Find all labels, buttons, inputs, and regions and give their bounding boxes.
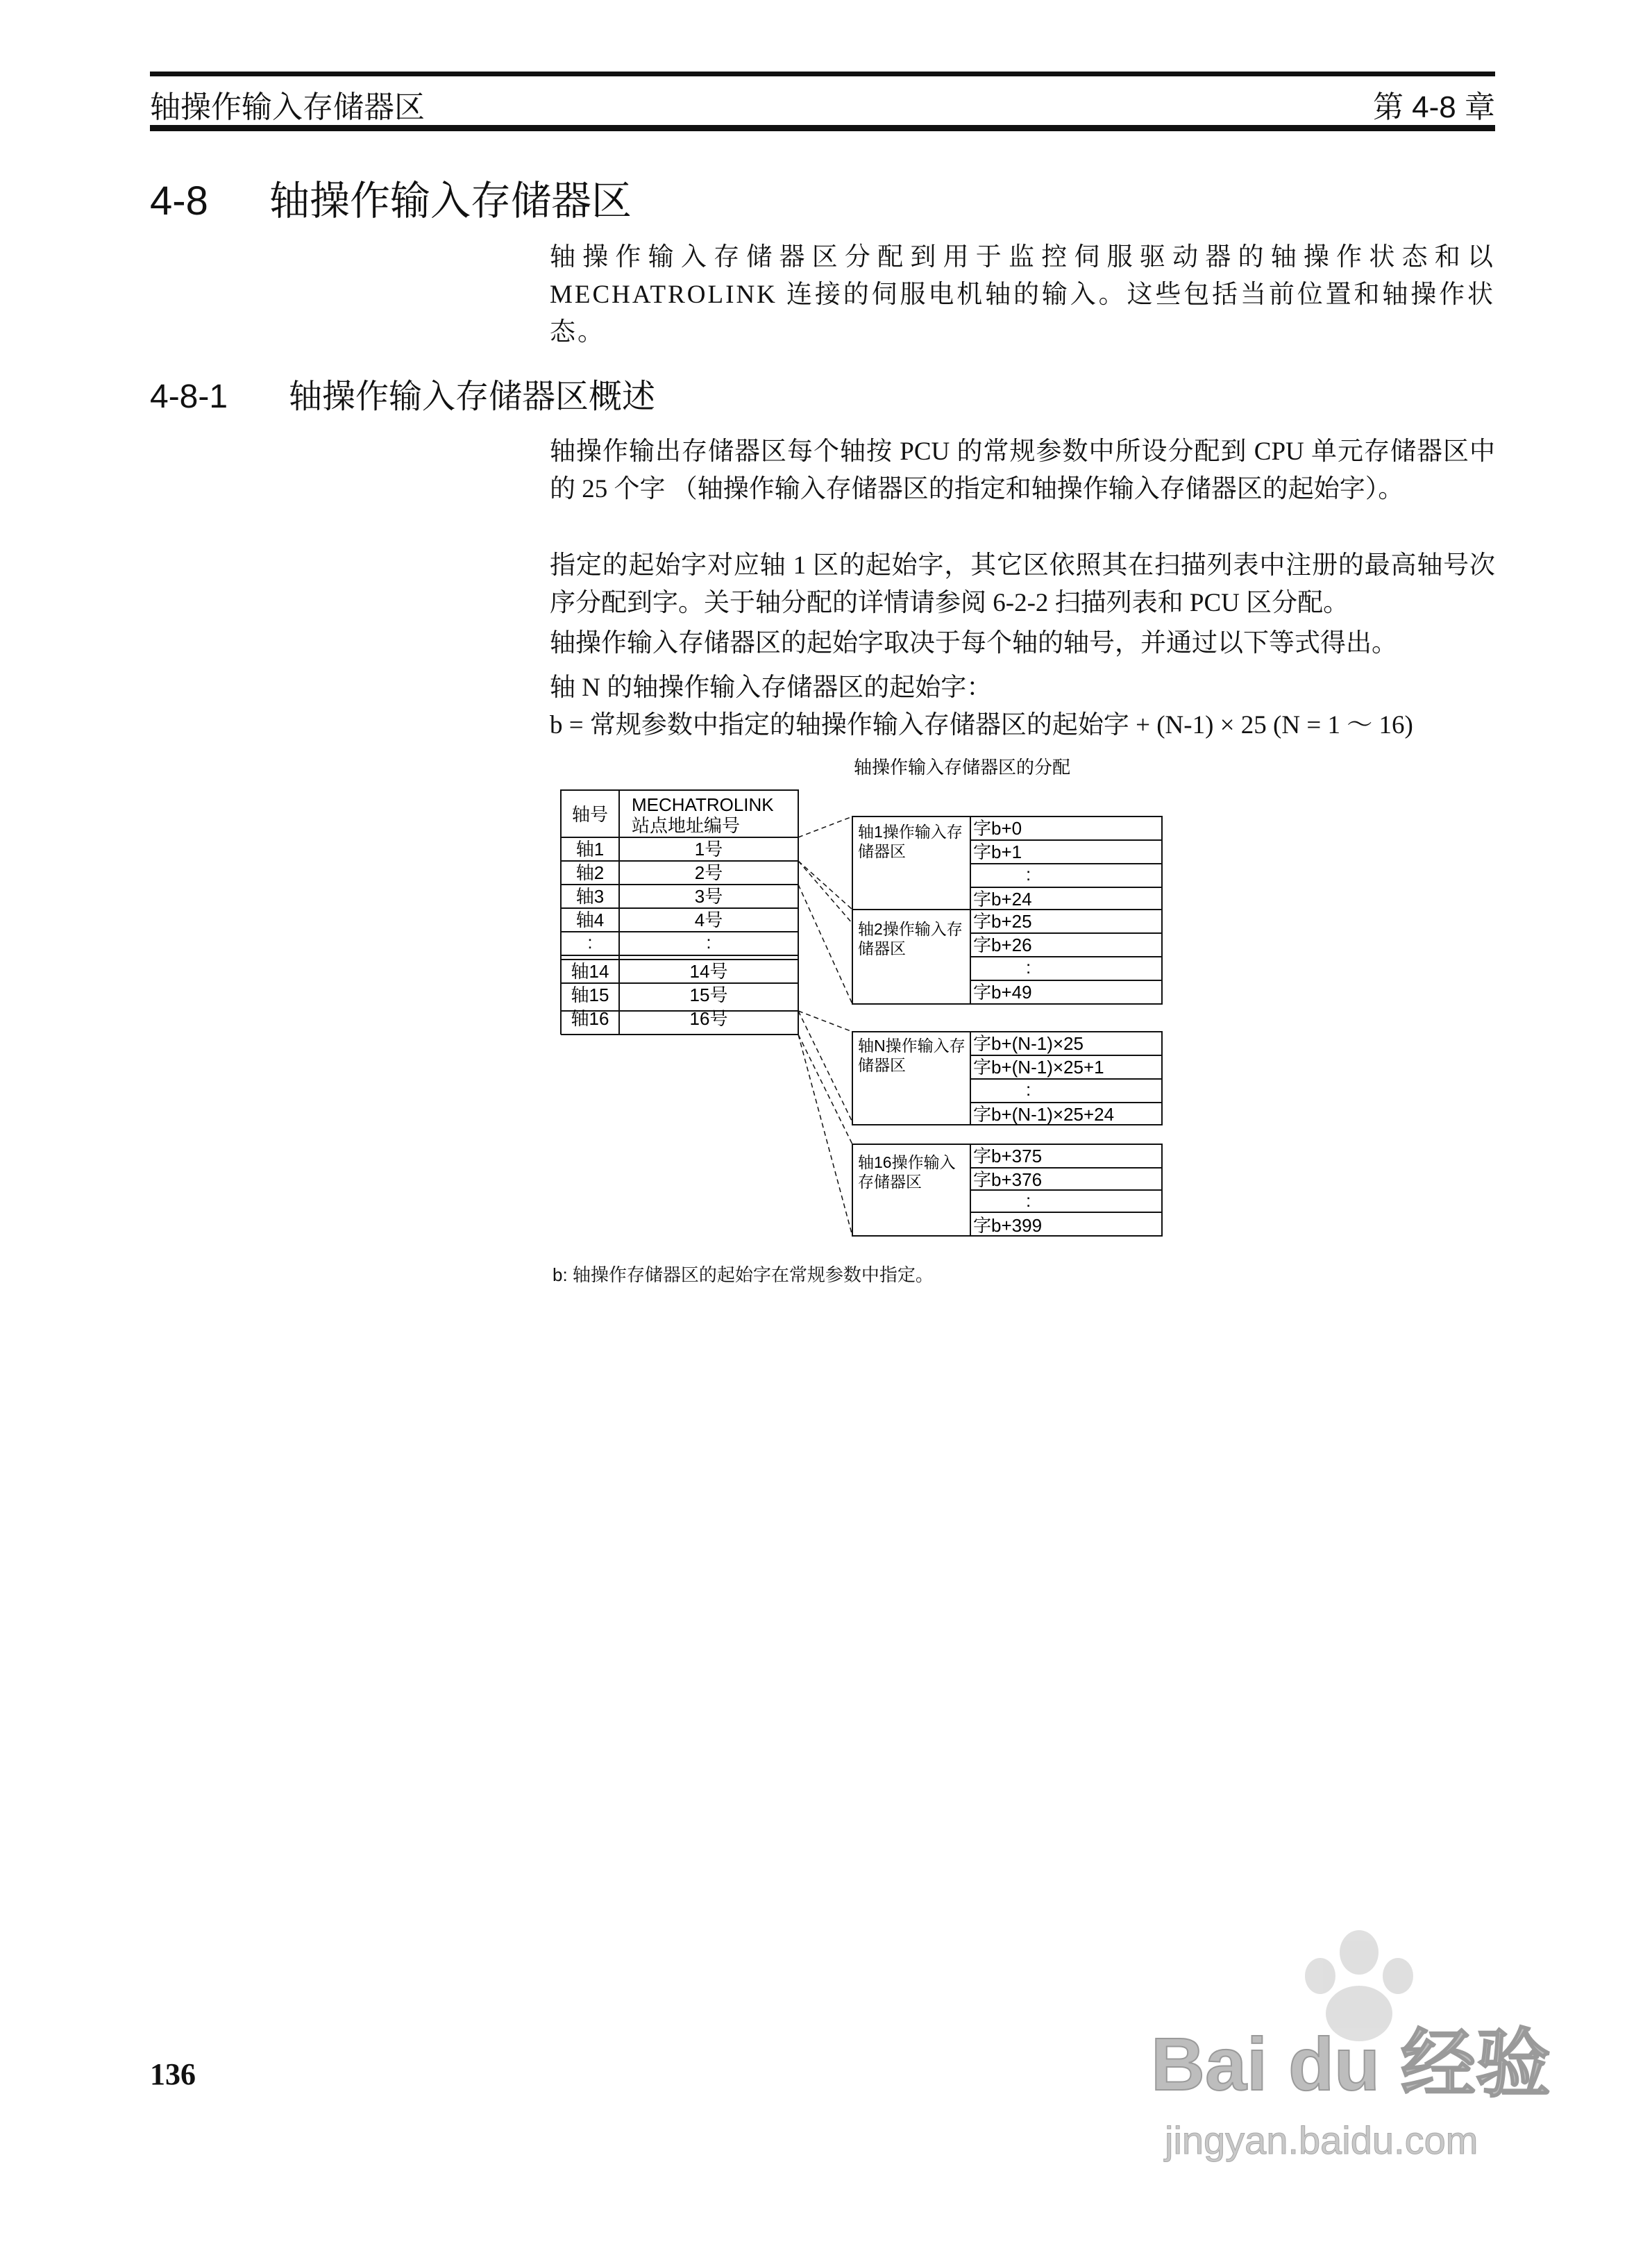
table-cell-station: 15号	[689, 985, 728, 1005]
block-label: 储器区	[858, 939, 906, 957]
section-title: 轴操作输入存储器区	[269, 178, 632, 224]
word-cell: 字b+376	[973, 1169, 1043, 1190]
table-cell-station: 3号	[694, 886, 723, 907]
table-cell-station: 1号	[694, 839, 723, 860]
block-label: 储器区	[858, 1056, 906, 1074]
running-header-chapter: 第 4-8 章	[1372, 90, 1495, 124]
page-number: 136	[150, 2057, 196, 2091]
word-cell: 字b+(N-1)×25+24	[973, 1104, 1115, 1125]
block-label: 轴16操作输入	[858, 1153, 956, 1171]
table-cell-axis: 轴2	[575, 862, 605, 883]
memory-block-axisN	[852, 1032, 1162, 1125]
table-header-station: 站点地址编号	[632, 815, 741, 836]
figure-title: 轴操作输入存储器区的分配	[853, 757, 1071, 778]
table-cell-station: 16号	[689, 1008, 728, 1029]
table-cell-station: 14号	[689, 961, 728, 982]
table-cell-axis: 轴16	[571, 1008, 609, 1029]
word-cell: 字b+25	[973, 911, 1032, 932]
paragraph-allocation: 轴操作输出存储器区每个轴按 PCU 的常规参数中所设分配到 CPU 单元存储器区中的 25 个字 （轴操作输入存储器区的指定和轴操作输入存储器区的起始字）。	[550, 437, 1495, 503]
word-cell: :	[1026, 1190, 1031, 1211]
table-cell-station: :	[706, 932, 711, 953]
table-cell-axis: 轴4	[575, 910, 605, 930]
table-rows	[571, 839, 728, 1029]
subsection-title: 轴操作输入存储器区概述	[289, 378, 656, 415]
running-header-title: 轴操作输入存储器区	[150, 90, 425, 124]
table-cell-axis: 轴3	[575, 886, 605, 907]
word-cell: 字b+24	[973, 889, 1032, 910]
word-cell: 字b+399	[973, 1215, 1043, 1236]
table-header-mechatrolink: MECHATROLINK	[632, 794, 774, 815]
word-cell: 字b+49	[973, 982, 1032, 1003]
word-cell: 字b+26	[973, 935, 1032, 955]
header-bottom-rule	[150, 125, 1495, 131]
word-cell: 字b+375	[973, 1146, 1043, 1166]
word-cell: :	[1026, 957, 1031, 978]
watermark-brand: Bai du 经验	[1151, 2022, 1551, 2106]
table-cell-station: 4号	[694, 910, 723, 930]
subsection-heading	[150, 369, 655, 417]
word-cell: :	[1026, 864, 1031, 885]
figure-footnote: b: 轴操作存储器区的起始字在常规参数中指定。	[553, 1264, 934, 1285]
table-cell-axis: 轴14	[571, 961, 609, 982]
word-cell: :	[1026, 1079, 1031, 1100]
section-heading	[150, 168, 632, 226]
paragraph-formula-intro: 轴操作输入存储器区的起始字取决于每个轴的轴号，并通过以下等式得出。	[550, 629, 1397, 658]
table-cell-axis: :	[587, 932, 593, 953]
watermark-url: jingyan.baidu.com	[1165, 2118, 1478, 2162]
paragraph-formula: b = 常规参数中指定的轴操作输入存储器区的起始字 + (N-1) × 25 (N = 1 ～ 16)	[550, 711, 1413, 739]
dashed-connectors	[798, 817, 852, 1236]
block-label: 轴N操作输入存	[858, 1037, 966, 1055]
memory-block-axis16	[852, 1144, 1162, 1236]
word-cell: 字b+0	[973, 818, 1022, 839]
word-cell: 字b+(N-1)×25	[973, 1033, 1084, 1054]
table-header-axis: 轴号	[571, 804, 609, 825]
table-cell-station: 2号	[694, 862, 723, 883]
memory-block-axis1	[852, 817, 1162, 910]
block-label: 存储器区	[858, 1173, 922, 1191]
section-intro: 轴操作输入存储器区分配到用于监控伺服驱动器的轴操作状态和以 MECHATROLINK 连接的伺服电机轴的输入。这些包括当前位置和轴操作状态。	[550, 243, 1495, 346]
table-cell-axis: 轴15	[571, 985, 609, 1005]
word-cell: 字b+(N-1)×25+1	[973, 1057, 1104, 1078]
paragraph-start-word: 指定的起始字对应轴 1 区的起始字，其它区依照其在扫描列表中注册的最高轴号次序分配到字。关于轴分配的详情请参阅 6-2-2 扫描列表和 PCU 区分配。	[550, 551, 1495, 617]
subsection-number: 4-8-1	[150, 378, 228, 415]
baidu-watermark-logo	[1138, 1916, 1583, 2208]
memory-block-axis2	[852, 910, 1162, 1004]
block-label: 储器区	[858, 842, 906, 860]
header-top-rule	[150, 72, 1495, 76]
section-number: 4-8	[150, 178, 208, 224]
allocation-diagram	[541, 750, 1194, 1291]
table-cell-axis: 轴1	[575, 839, 605, 860]
paragraph-axis-n: 轴 N 的轴操作输入存储器区的起始字：	[550, 673, 993, 702]
word-cell: 字b+1	[973, 841, 1022, 862]
block-label: 轴2操作输入存	[858, 920, 963, 938]
block-label: 轴1操作输入存	[858, 823, 963, 841]
